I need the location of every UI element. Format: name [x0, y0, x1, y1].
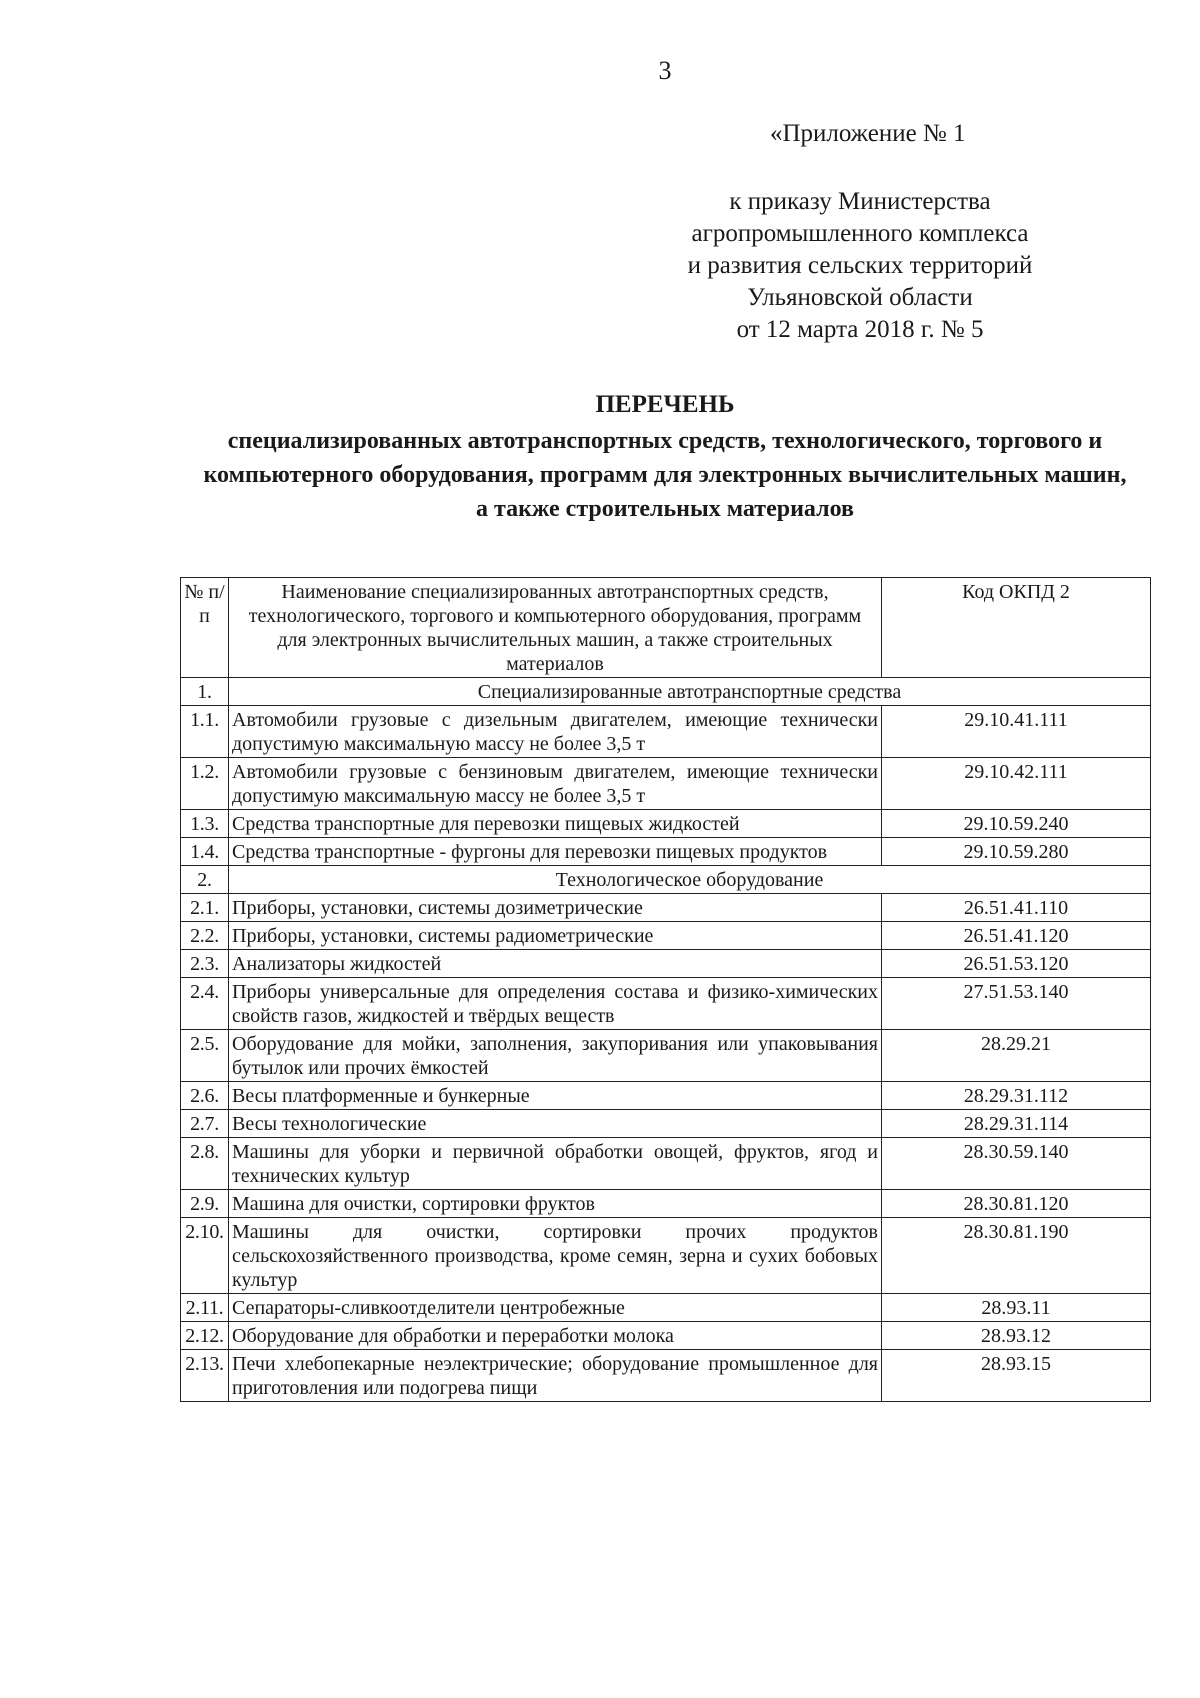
- table-row: [181, 1190, 1151, 1218]
- order-line: Ульяновской области: [747, 284, 973, 311]
- table-row: [181, 810, 1151, 838]
- row-name: Приборы, установки, системы радиометрические: [229, 922, 882, 950]
- row-number: 2.4.: [181, 978, 229, 1030]
- table-row: [181, 1294, 1151, 1322]
- section-number: 2.: [181, 866, 229, 894]
- row-number: 2.5.: [181, 1030, 229, 1082]
- order-reference: [600, 186, 1120, 346]
- table-row: [181, 706, 1151, 758]
- row-name: Приборы, установки, системы дозиметрические: [229, 894, 882, 922]
- table-row: [181, 922, 1151, 950]
- row-name: Машина для очистки, сортировки фруктов: [229, 1190, 882, 1218]
- header-name: Наименование специализированных автотранспортных средств, технологического, торгового и компьютерного оборудования, программ для электронных вычислительных машин, а также строительных материалов: [229, 578, 882, 678]
- row-number: 1.2.: [181, 758, 229, 810]
- row-code: 26.51.41.110: [882, 894, 1151, 922]
- row-code: 28.30.81.190: [882, 1218, 1151, 1294]
- row-code: 29.10.59.280: [882, 838, 1151, 866]
- row-number: 2.13.: [181, 1350, 229, 1402]
- row-number: 2.11.: [181, 1294, 229, 1322]
- table-row: [181, 1322, 1151, 1350]
- row-name: Сепараторы-сливкоотделители центробежные: [229, 1294, 882, 1322]
- row-name: Печи хлебопекарные неэлектрические; оборудование промышленное для приготовления или подогрева пищи: [229, 1350, 882, 1402]
- table-row: [181, 1030, 1151, 1082]
- row-number: 2.1.: [181, 894, 229, 922]
- row-number: 1.4.: [181, 838, 229, 866]
- table-row: [181, 1110, 1151, 1138]
- table-row: [181, 1138, 1151, 1190]
- row-number: 2.7.: [181, 1110, 229, 1138]
- header-num: № п/п: [181, 578, 229, 678]
- table-body: [181, 678, 1151, 1402]
- order-line: агропромышленного комплекса: [691, 220, 1029, 247]
- row-code: 26.51.53.120: [882, 950, 1151, 978]
- row-name: Средства транспортные для перевозки пищевых жидкостей: [229, 810, 882, 838]
- row-code: 28.93.15: [882, 1350, 1151, 1402]
- table-row: [181, 1218, 1151, 1294]
- table-row: [181, 758, 1151, 810]
- row-name: Автомобили грузовые с дизельным двигателем, имеющие технически допустимую максимальную массу не более 3,5 т: [229, 706, 882, 758]
- row-code: 28.30.81.120: [882, 1190, 1151, 1218]
- row-name: Машины для очистки, сортировки прочих продуктов сельскохозяйственного производства, кроме семян, зерна и сухих бобовых культур: [229, 1218, 882, 1294]
- section-title: Технологическое оборудование: [229, 866, 1151, 894]
- title-main: ПЕРЕЧЕНЬ: [595, 391, 735, 418]
- row-number: 2.10.: [181, 1218, 229, 1294]
- row-number: 2.9.: [181, 1190, 229, 1218]
- row-number: 2.3.: [181, 950, 229, 978]
- row-code: 27.51.53.140: [882, 978, 1151, 1030]
- row-code: 28.30.59.140: [882, 1138, 1151, 1190]
- row-code: 28.29.31.112: [882, 1082, 1151, 1110]
- row-code: 28.93.12: [882, 1322, 1151, 1350]
- row-number: 2.8.: [181, 1138, 229, 1190]
- table-section-row: [181, 866, 1151, 894]
- row-code: 26.51.41.120: [882, 922, 1151, 950]
- row-code: 29.10.41.111: [882, 706, 1151, 758]
- row-name: Оборудование для мойки, заполнения, закупоривания или упаковывания бутылок или прочих ёмкостей: [229, 1030, 882, 1082]
- row-number: 2.12.: [181, 1322, 229, 1350]
- document-title: [200, 388, 1130, 526]
- row-name: Анализаторы жидкостей: [229, 950, 882, 978]
- row-name: Приборы универсальные для определения состава и физико-химических свойств газов, жидкостей и твёрдых веществ: [229, 978, 882, 1030]
- row-number: 1.1.: [181, 706, 229, 758]
- header-code: Код ОКПД 2: [882, 578, 1151, 678]
- row-number: 2.6.: [181, 1082, 229, 1110]
- table-row: [181, 838, 1151, 866]
- title-subtitle: специализированных автотранспортных средств, технологического, торгового и компьютерного оборудования, программ для электронных вычислительных машин, а также строительных материалов: [203, 428, 1127, 522]
- row-code: 28.29.21: [882, 1030, 1151, 1082]
- row-name: Весы платформенные и бункерные: [229, 1082, 882, 1110]
- row-name: Средства транспортные - фургоны для перевозки пищевых продуктов: [229, 838, 882, 866]
- row-code: 28.93.11: [882, 1294, 1151, 1322]
- order-line: к приказу Министерства: [729, 188, 991, 215]
- row-code: 28.29.31.114: [882, 1110, 1151, 1138]
- order-line: от 12 марта 2018 г. № 5: [736, 316, 984, 343]
- row-code: 29.10.42.111: [882, 758, 1151, 810]
- row-name: Машины для уборки и первичной обработки овощей, фруктов, ягод и технических культур: [229, 1138, 882, 1190]
- table-row: [181, 978, 1151, 1030]
- order-line: и развития сельских территорий: [687, 252, 1033, 279]
- table-header-row: [181, 578, 1151, 678]
- table-section-row: [181, 678, 1151, 706]
- attachment-label: «Приложение № 1: [770, 120, 966, 147]
- section-title: Специализированные автотранспортные средства: [229, 678, 1151, 706]
- table-row: [181, 1350, 1151, 1402]
- row-number: 1.3.: [181, 810, 229, 838]
- row-name: Оборудование для обработки и переработки молока: [229, 1322, 882, 1350]
- row-number: 2.2.: [181, 922, 229, 950]
- table-row: [181, 950, 1151, 978]
- table-row: [181, 1082, 1151, 1110]
- section-number: 1.: [181, 678, 229, 706]
- row-code: 29.10.59.240: [882, 810, 1151, 838]
- row-name: Весы технологические: [229, 1110, 882, 1138]
- equipment-table: [180, 577, 1151, 1402]
- row-name: Автомобили грузовые с бензиновым двигателем, имеющие технически допустимую максимальную массу не более 3,5 т: [229, 758, 882, 810]
- table-row: [181, 894, 1151, 922]
- page-number: 3: [658, 56, 672, 85]
